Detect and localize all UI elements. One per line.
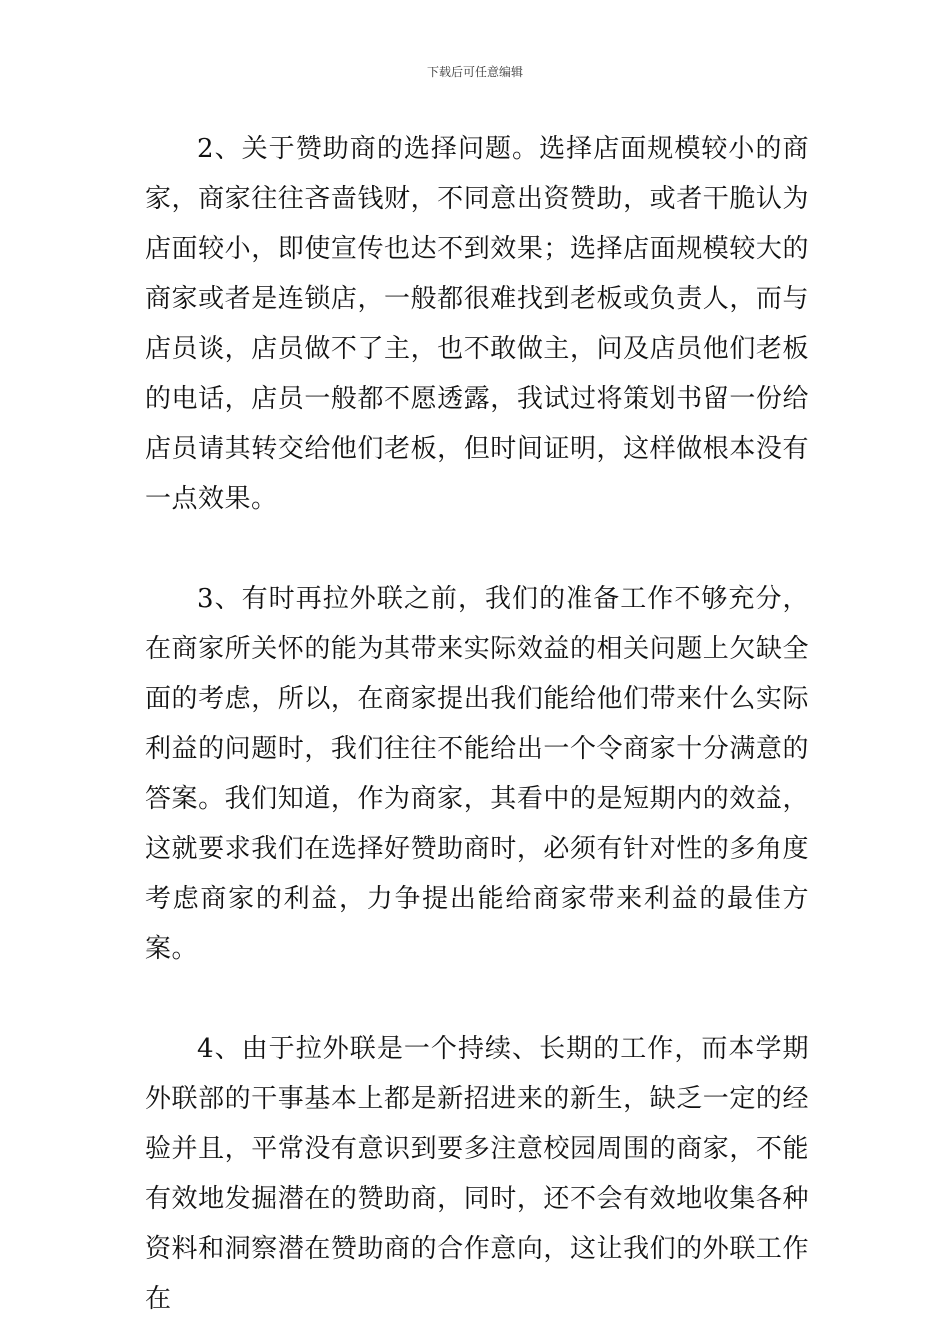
paragraph-2: 2、关于赞助商的选择问题。选择店面规模较小的商家，商家往往吝啬钱财，不同意出资赞助，或者干脆认为店面较小，即使宣传也达不到效果；选择店面规模较大的商家或者是连锁店，一般都很难找到老板或负责人，而与店员谈，店员做不了主，也不敢做主，问及店员他们老板的电话，店员一般都不愿透露，我试过将策划书留一份给店员请其转交给他们老板，但时间证明，这样做根本没有一点效果。	[145, 134, 809, 514]
page-header-note: 下载后可任意编辑	[426, 65, 523, 79]
paragraph-3: 3、有时再拉外联之前，我们的准备工作不够充分，在商家所关怀的能为其带来实际效益的相关问题上欠缺全面的考虑，所以，在商家提出我们能给他们带来什么实际利益的问题时，我们往往不能给出一个令商家十分满意的答案。我们知道，作为商家，其看中的是短期内的效益，这就要求我们在选择好赞助商时，必须有针对性的多角度考虑商家的利益，力争提出能给商家带来利益的最佳方案。	[145, 584, 809, 964]
paragraph-4: 4、由于拉外联是一个持续、长期的工作，而本学期外联部的干事基本上都是新招进来的新生，缺乏一定的经验并且，平常没有意识到要多注意校园周围的商家，不能有效地发掘潜在的赞助商，同时，还不会有效地收集各种资料和洞察潜在赞助商的合作意向，这让我们的外联工作在	[145, 1034, 809, 1314]
document-body	[145, 124, 809, 1324]
